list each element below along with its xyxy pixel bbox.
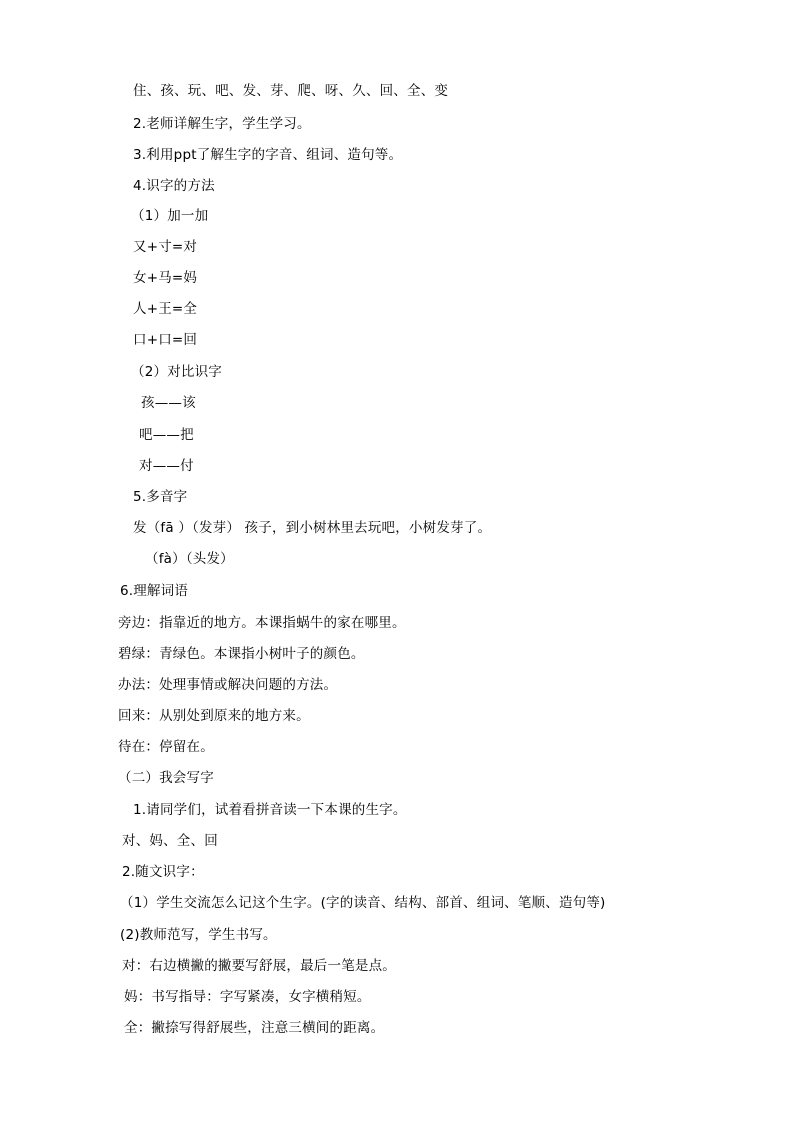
text-line: 住、孩、玩、吧、发、芽、爬、呀、久、回、全、变 <box>133 83 449 99</box>
text-line: 全：撇捺写得舒展些，注意三横间的距离。 <box>124 1020 385 1036</box>
text-line: （1）学生交流怎么记这个生字。(字的读音、结构、部首、组词、笔顺、造句等) <box>120 895 606 911</box>
section-heading: 5.多音字 <box>133 489 188 505</box>
text-line: (2)教师范写，学生书写。 <box>120 927 277 943</box>
section-heading: 2.随文识字： <box>122 864 204 880</box>
text-line: 碧绿：青绿色。本课指小树叶子的颜色。 <box>118 646 365 662</box>
text-line: 办法：处理事情或解决问题的方法。 <box>118 677 338 693</box>
text-line: 对、妈、全、回 <box>122 833 218 849</box>
text-line: 对——付 <box>139 458 194 474</box>
text-line: （fà）（头发） <box>145 551 234 567</box>
text-line: 3.利用ppt了解生字的字音、组词、造句等。 <box>133 147 403 163</box>
text-line: 口+口=回 <box>133 332 198 348</box>
text-line: 1.请同学们，试着看拼音读一下本课的生字。 <box>133 802 407 818</box>
text-line: 2.老师详解生字，学生学习。 <box>133 116 311 132</box>
text-line: 旁边：指靠近的地方。本课指蜗牛的家在哪里。 <box>118 615 406 631</box>
text-line: 待在：停留在。 <box>118 739 214 755</box>
text-line: 妈：书写指导：字写紧凑，女字横稍短。 <box>124 989 371 1005</box>
subsection-heading: （1）加一加 <box>131 208 209 224</box>
text-line: 对：右边横撇的撇要写舒展，最后一笔是点。 <box>122 958 396 974</box>
subsection-heading: （2）对比识字 <box>131 364 222 380</box>
section-heading: （二）我会写字 <box>118 770 214 786</box>
text-line: 又+寸=对 <box>133 239 198 255</box>
text-line: 孩——该 <box>141 395 196 411</box>
text-line: 回来：从别处到原来的地方来。 <box>118 708 310 724</box>
text-line: 人+王=全 <box>133 301 198 317</box>
section-heading: 4.识字的方法 <box>133 178 215 194</box>
section-heading: 6.理解词语 <box>120 583 189 599</box>
text-line: 发（fā ）（发芽） 孩子，到小树林里去玩吧，小树发芽了。 <box>133 520 492 536</box>
text-line: 吧——把 <box>139 427 194 443</box>
text-line: 女+马=妈 <box>133 270 198 286</box>
